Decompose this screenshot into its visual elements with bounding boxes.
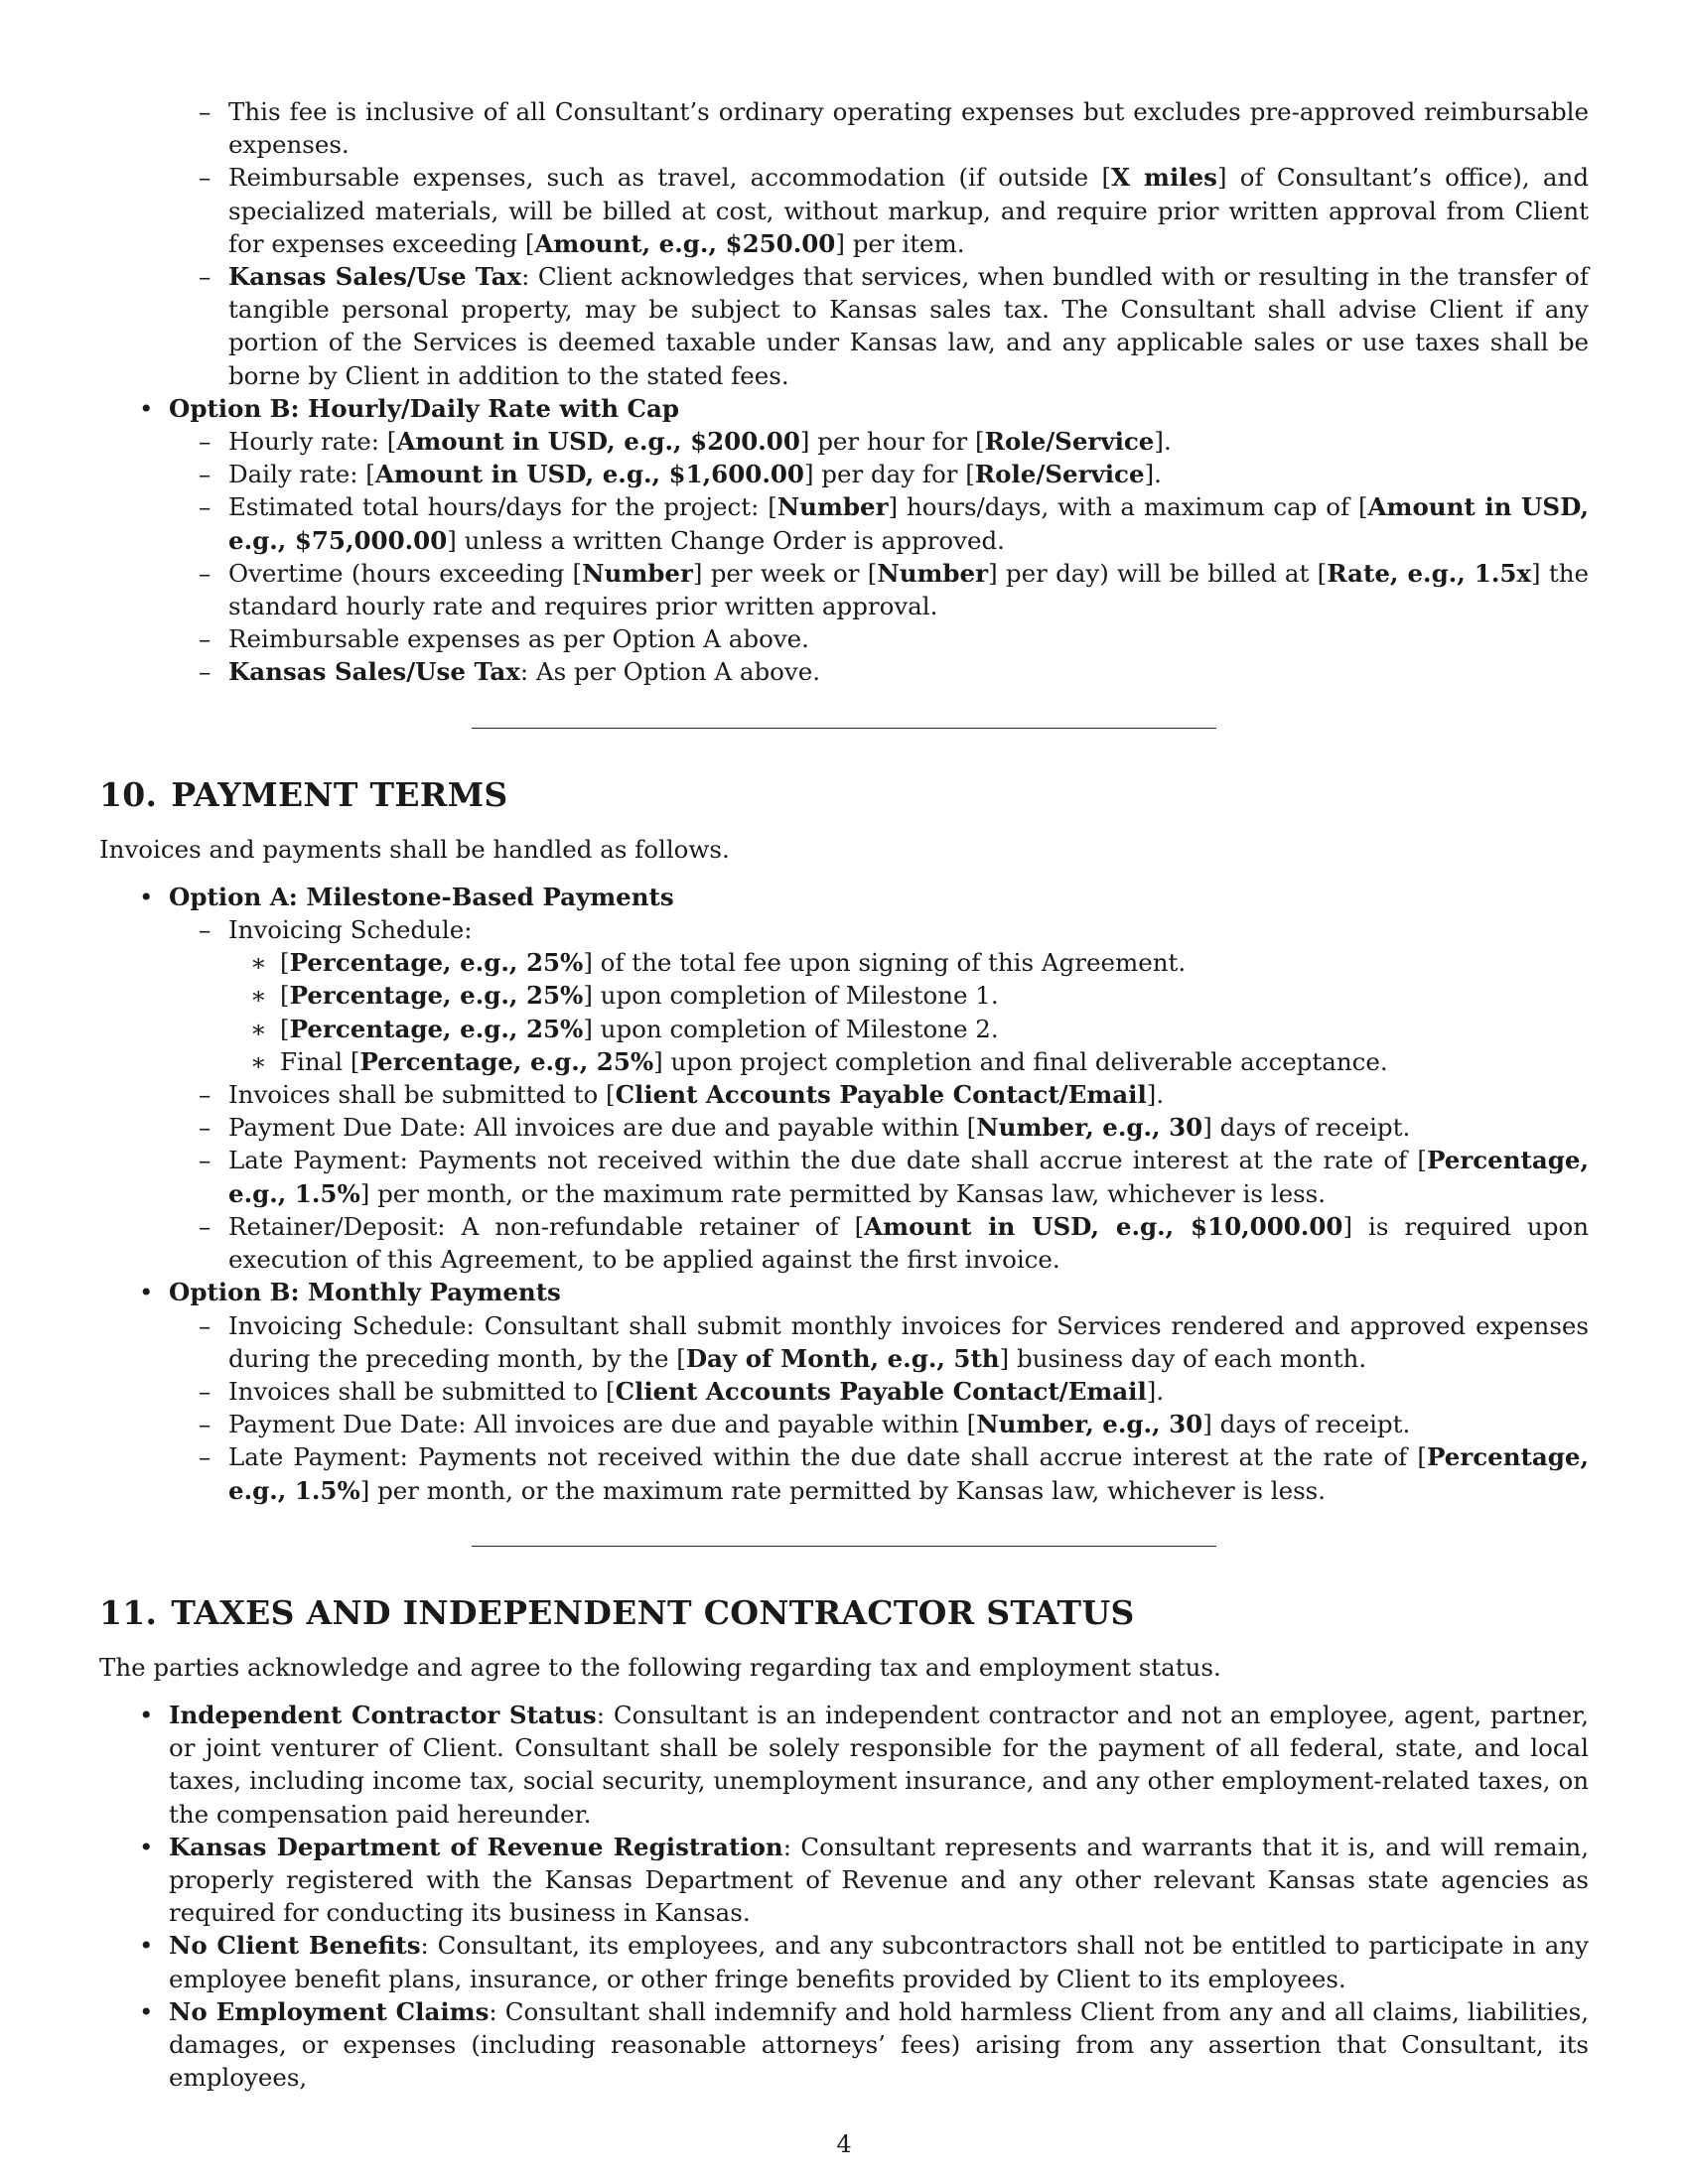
list-item [169,1440,1589,1506]
list-item [169,458,1589,490]
text-run: [ [280,948,290,978]
text-run: Retainer/Deposit: A non-refundable retainer of [ [228,1211,865,1241]
bold-text: Percentage, e.g., 25% [289,1014,584,1043]
list-item [99,1699,1589,1831]
text-run: Payment Due Date: All invoices are due and payable within [ [228,1113,977,1143]
list-item [169,490,1589,556]
option-a-milestone [99,881,1589,1276]
text-run: Late Payment: Payments not received within the due date shall accrue interest at the rate of [ [228,1442,1427,1472]
horizontal-divider [472,728,1216,729]
text-run: ] is required upon execution of this Agreement, to be applied against the first invoice. [228,1211,1589,1275]
option-label: Option A: Milestone-Based Payments [169,882,674,911]
option-b-items [169,1309,1589,1507]
text-run: ] upon completion of Milestone 2. [583,1014,999,1043]
list-item [169,260,1589,392]
text-run: Reimbursable expenses, such as travel, accommodation (if outside [ [228,163,1112,193]
bold-text: Amount in USD, e.g., $10,000.00 [864,1211,1343,1241]
text-run: Hourly rate: [ [228,427,397,457]
bold-text: Percentage, e.g., 25% [289,981,584,1011]
text-run: ] per month, or the maximum rate permitted by Kansas law, whichever is less. [359,1475,1327,1505]
text-run: ] days of receipt. [1202,1113,1411,1143]
bold-text: Client Accounts Payable Contact/Email [615,1080,1147,1110]
text-run: Invoices shall be submitted to [ [228,1080,616,1110]
list-item [99,1995,1589,2095]
bold-text: Percentage, e.g., 25% [289,948,584,978]
text-run: : Consultant shall indemnify and hold harmless Client from any and all claims, liabilities, damages, or expenses (including reasonable attorneys’ fees) arising from any assertion that Consultant, its employees, [169,1996,1589,2093]
option-b-monthly [99,1276,1589,1506]
section-number: 10. [99,774,158,814]
list-item [169,425,1589,458]
list-item [228,1013,1589,1045]
text-run: [ [280,1014,290,1043]
list-item [169,557,1589,622]
list-item [169,161,1589,260]
option-a-items [169,913,1589,1276]
list-item [169,1144,1589,1209]
text-run: Invoicing Schedule: Consultant shall submit monthly invoices for Services rendered and approved expenses during the preceding month, by the [ [228,1310,1589,1373]
text-run: Late Payment: Payments not received within the due date shall accrue interest at the rate of [ [228,1146,1427,1175]
text-run: ] per item. [835,228,965,258]
bold-text: Number, e.g., 30 [976,1410,1203,1439]
document-page [99,95,1589,2094]
text-run: : Client acknowledges that services, when bundled with or resulting in the transfer of tangible personal property, may be subject to Kansas sales tax. The Consultant shall advise Client if any portion of the Services is deemed taxable under Kansas law, and any applicable sales or use taxes shall be borne by Client in addition to the stated fees. [228,262,1589,390]
section-number: 11. [99,1592,158,1632]
text-run: ] per month, or the maximum rate permitted by Kansas law, whichever is less. [359,1178,1327,1208]
bold-text: Client Accounts Payable Contact/Email [615,1376,1147,1406]
horizontal-divider [472,1546,1216,1547]
invoicing-schedule-label: Invoicing Schedule: [228,915,473,945]
text-run: ]. [1154,427,1172,457]
bold-text: Day of Month, e.g., 5th [685,1343,1000,1373]
bold-text: Role/Service [984,427,1155,457]
text-run: ] per week or [ [692,558,878,588]
text-run: Payment Due Date: All invoices are due and payable within [ [228,1410,977,1439]
option-b-hourly [99,392,1589,689]
text-run: Final [ [280,1046,360,1076]
text-run: ] per hour for [ [799,427,985,457]
bold-text: Kansas Department of Revenue Registration [169,1832,783,1861]
text-run: ] the standard hourly rate and requires prior written approval. [228,558,1589,621]
text-run: ]. [1144,460,1162,489]
section-9-continued [99,95,1589,689]
page-number: 4 [836,2130,852,2158]
bold-text: Role/Service [974,460,1145,489]
option-label: Option B: Monthly Payments [169,1278,561,1307]
text-run: Estimated total hours/days for the project: [ [228,492,777,522]
list-item [169,1408,1589,1440]
section-heading [99,1593,1589,1633]
option-b-items [169,425,1589,689]
list-item [228,1045,1589,1078]
option-label: Option B: Hourly/Daily Rate with Cap [169,393,680,423]
text-run: ] business day of each month. [999,1343,1367,1373]
list-item [169,95,1589,161]
text-run: Overtime (hours exceeding [ [228,558,583,588]
text-run: ]. [1146,1376,1165,1406]
text-run: ] of Consultant’s office), and specialized materials, will be billed at cost, without markup, and require prior written approval from Client for expenses exceeding [ [228,163,1589,258]
section-intro: The parties acknowledge and agree to the following regarding tax and employment status. [99,1652,1221,1682]
invoicing-schedule-list [228,946,1589,1078]
list-item [169,1210,1589,1276]
text-run: : As per Option A above. [519,657,821,687]
section-title: PAYMENT TERMS [171,774,508,814]
text-run: ] per day for [ [803,460,975,489]
list-item [99,1929,1589,1994]
list-item [169,622,1589,655]
bold-text: Amount in USD, e.g., $200.00 [396,427,800,457]
text-run: ]. [1146,1080,1165,1110]
list-item [169,1111,1589,1144]
bold-text: Amount in USD, e.g., $1,600.00 [374,460,804,489]
bold-text: Kansas Sales/Use Tax [228,262,522,292]
bold-text: Number [582,558,693,588]
text-run: ] upon completion of Milestone 1. [583,981,999,1011]
text-run: This fee is inclusive of all Consultant’s ordinary operating expenses but excludes pre-approved reimbursable expenses. [228,97,1589,160]
list-item [169,655,1589,688]
text-run: Daily rate: [ [228,460,375,489]
bold-text: Percentage, e.g., 25% [359,1046,654,1076]
text-run: ] upon project completion and final deliverable acceptance. [653,1046,1388,1076]
bold-text: Kansas Sales/Use Tax [228,657,520,687]
bold-text: Amount in USD, e.g., $75,000.00 [228,492,1589,555]
text-run: ] unless a written Change Order is approved. [447,525,1005,555]
bold-text: Independent Contractor Status [169,1700,597,1729]
bold-text: No Client Benefits [169,1931,421,1961]
bold-text: Amount, e.g., $250.00 [534,228,836,258]
section-heading [99,775,1589,815]
bold-text: Number [877,558,989,588]
list-item [169,1375,1589,1408]
section-11-list [99,1699,1589,2094]
option-a-tail [99,95,1589,392]
bold-text: Number [776,492,889,522]
bold-text: Percentage, e.g., 1.5% [228,1442,1589,1505]
list-item [169,1309,1589,1375]
list-item [99,1831,1589,1930]
section-10-list [99,881,1589,1507]
list-item [228,946,1589,979]
list-item [169,913,1589,1078]
list-item [169,1078,1589,1111]
bold-text: Percentage, e.g., 1.5% [228,1146,1589,1208]
text-run: ] per day) will be billed at [ [988,558,1328,588]
bold-text: Rate, e.g., 1.5x [1327,558,1532,588]
text-run: ] days of receipt. [1202,1410,1411,1439]
text-run: Reimbursable expenses as per Option A above. [228,624,809,654]
text-run: : Consultant, its employees, and any subcontractors shall not be entitled to participate in any employee benefit plans, insurance, or other fringe benefits provided by Client to its employees. [169,1931,1589,1993]
text-run: ] hours/days, with a maximum cap of [ [888,492,1368,522]
list-item [228,979,1589,1012]
bold-text: Number, e.g., 30 [976,1113,1203,1143]
text-run: ] of the total fee upon signing of this Agreement. [583,948,1187,978]
text-run: : Consultant represents and warrants that it is, and will remain, properly registered with the Kansas Department of Revenue and any other relevant Kansas state agencies as required for conducting its business in Kansas. [169,1832,1589,1928]
section-intro: Invoices and payments shall be handled as follows. [99,834,730,864]
text-run: [ [280,981,290,1011]
text-run: Invoices shall be submitted to [ [228,1376,616,1406]
section-title: TAXES AND INDEPENDENT CONTRACTOR STATUS [171,1592,1135,1632]
text-run: : Consultant is an independent contractor and not an employee, agent, partner, or joint venturer of Client. Consultant shall be solely responsible for the payment of all federal, state, and local taxes, including income tax, social security, unemployment insurance, and any other employment-related taxes, on the compensation paid hereunder. [169,1700,1589,1829]
bold-text: No Employment Claims [169,1996,490,2026]
bold-text: X miles [1111,163,1217,193]
